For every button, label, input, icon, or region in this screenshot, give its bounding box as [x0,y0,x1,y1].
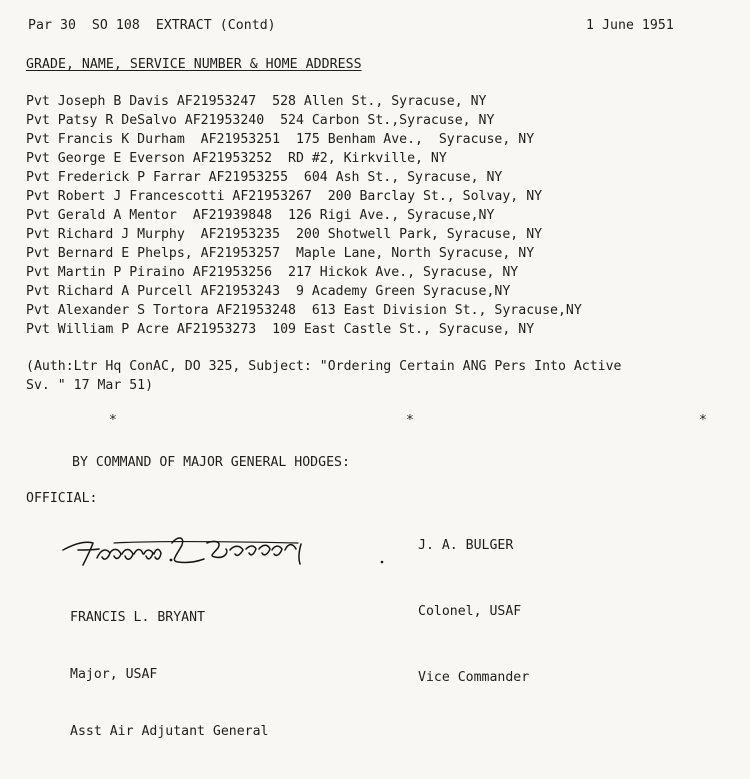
section-title: GRADE, NAME, SERVICE NUMBER & HOME ADDRESS [26,57,362,72]
command-line: BY COMMAND OF MAJOR GENERAL HODGES: [72,455,350,470]
document-header-left: Par 30 SO 108 EXTRACT (Contd) [28,18,276,33]
document-date: 1 June 1951 [586,18,674,33]
adjutant-rank: Major, USAF [70,667,158,682]
personnel-roster [26,92,582,339]
roster-entry: Pvt Frederick P Farrar AF21953255 604 Ash St., Syracuse, NY [26,170,503,185]
commander-title: Vice Commander [418,670,530,685]
authorization-text: (Auth:Ltr Hq ConAC, DO 325, Subject: "Ordering Certain ANG Pers Into Active Sv. " 17 Mar 51) [26,359,622,393]
roster-entry: Pvt George E Everson AF21953252 RD #2, Kirkville, NY [26,151,447,166]
handwritten-signature [58,531,398,571]
separator-asterisk-center: * [406,413,414,428]
adjutant-signature-block [70,570,269,779]
commander-rank: Colonel, USAF [418,604,522,619]
adjutant-title: Asst Air Adjutant General [70,724,269,739]
roster-entry: Pvt William P Acre AF21953273 109 East Castle St., Syracuse, NY [26,322,535,337]
roster-entry: Pvt Francis K Durham AF21953251 175 Benham Ave., Syracuse, NY [26,132,535,147]
roster-entry: Pvt Richard J Murphy AF21953235 200 Shotwell Park, Syracuse, NY [26,227,543,242]
roster-entry: Pvt Joseph B Davis AF21953247 528 Allen St., Syracuse, NY [26,94,487,109]
roster-entry: Pvt Bernard E Phelps, AF21953257 Maple Lane, North Syracuse, NY [26,246,535,261]
roster-entry: Pvt Gerald A Mentor AF21939848 126 Rigi Ave., Syracuse,NY [26,208,495,223]
roster-entry: Pvt Patsy R DeSalvo AF21953240 524 Carbon St.,Syracuse, NY [26,113,495,128]
commander-signature-block [418,491,529,733]
official-label: OFFICIAL: [26,491,98,506]
roster-entry: Pvt Robert J Francescotti AF21953267 200 Barclay St., Solvay, NY [26,189,543,204]
roster-entry: Pvt Richard A Purcell AF21953243 9 Academy Green Syracuse,NY [26,284,511,299]
commander-name: J. A. BULGER [418,538,514,553]
adjutant-name: FRANCIS L. BRYANT [70,610,205,625]
roster-entry: Pvt Martin P Piraino AF21953256 217 Hickok Ave., Syracuse, NY [26,265,519,280]
separator-asterisk-right: * [699,413,707,428]
separator-asterisk-left: * [109,413,117,428]
roster-entry: Pvt Alexander S Tortora AF21953248 613 East Division St., Syracuse,NY [26,303,582,318]
